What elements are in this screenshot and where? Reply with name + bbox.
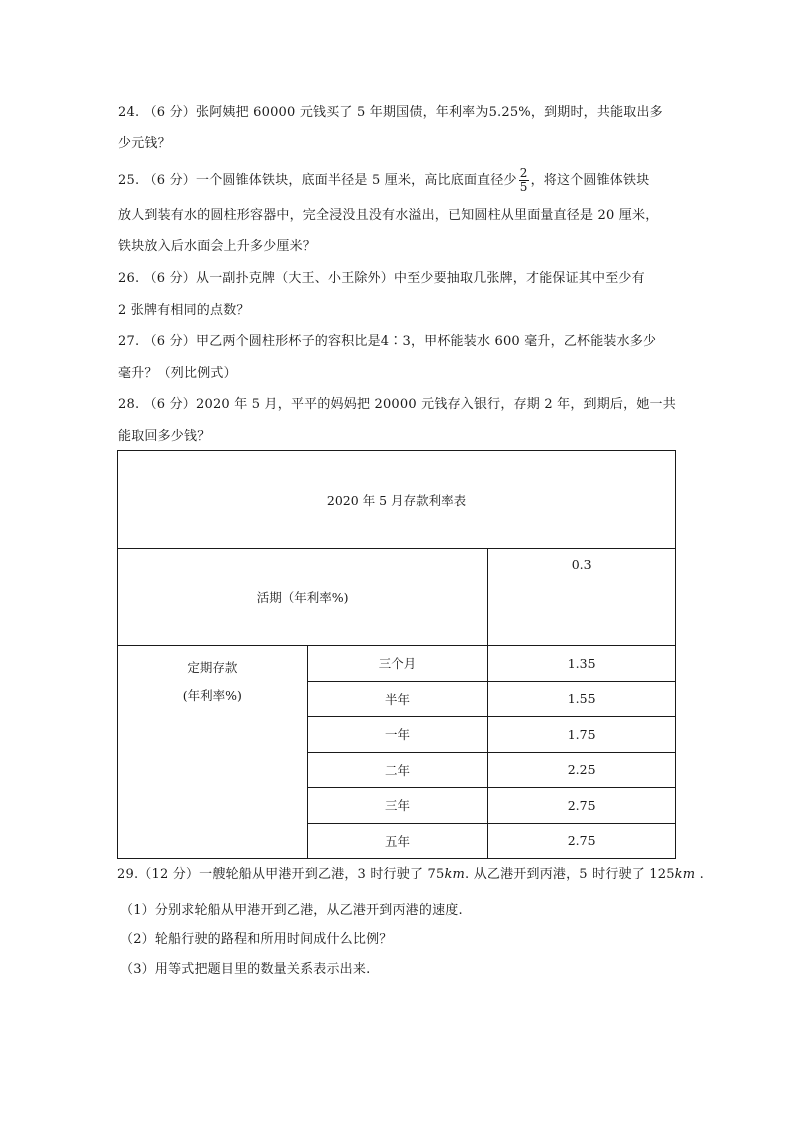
- term-cell: 五年: [307, 823, 488, 859]
- table-title-row: [118, 451, 676, 549]
- table-title: 2020 年 5 月存款利率表: [118, 451, 676, 549]
- question-28-line-2: 能取回多少钱？: [118, 429, 211, 444]
- unit-km: km: [444, 867, 466, 882]
- table-row-demand: [118, 549, 676, 646]
- question-25-line-2: 放人到装有水的圆柱形容器中，完全浸没且没有水溢出，已知圆柱从里面量直径是 20 厘米，: [118, 208, 659, 223]
- question-25-line-1: [118, 167, 649, 194]
- question-25-text-pre: 25. （6 分）一个圆锥体铁块，底面半径是 5 厘米，高比底面直径少: [118, 173, 517, 188]
- fraction-numerator: 2: [519, 166, 528, 180]
- question-26-line-2: 2 张牌有相同的点数？: [118, 303, 250, 318]
- fixed-deposit-label-line-2: (年利率%): [182, 688, 242, 703]
- question-24-line-2: 少元钱？: [118, 136, 171, 151]
- fixed-deposit-label: [118, 646, 308, 859]
- fraction-two-fifths: [519, 167, 529, 194]
- question-25-line-3: 铁块放入后水面会上升多少厘米？: [118, 239, 317, 254]
- question-29-text-b: . 从乙港开到丙港，5 时行驶了 125: [465, 867, 675, 882]
- term-cell: 三个月: [307, 646, 488, 682]
- demand-deposit-rate: 0.3: [488, 549, 676, 646]
- question-29-sub-2: （2）轮船行驶的路程和所用时间成什么比例？: [120, 932, 393, 947]
- question-29-sub-3: （3）用等式把题目里的数量关系表示出来.: [120, 962, 371, 977]
- rate-cell: 1.75: [488, 717, 676, 753]
- table-row: [118, 646, 676, 682]
- fraction-denominator: 5: [519, 180, 528, 194]
- term-cell: 一年: [307, 717, 488, 753]
- question-29-text-c: .: [695, 867, 704, 882]
- question-29-line-1: [117, 866, 704, 884]
- question-27-line-1: 27. （6 分）甲乙两个圆柱形杯子的容积比是4∶3，甲杯能装水 600 毫升，乙杯能装水多少: [118, 334, 657, 349]
- interest-rate-table: [117, 450, 676, 859]
- question-29-text-a: 29.（12 分）一艘轮船从甲港开到乙港，3 时行驶了 75: [117, 867, 445, 882]
- rate-cell: 2.25: [488, 752, 676, 788]
- question-28-line-1: 28. （6 分）2020 年 5 月，平平的妈妈把 20000 元钱存入银行，存期 2 年，到期后，她一共: [118, 397, 676, 412]
- term-cell: 二年: [307, 752, 488, 788]
- term-cell: 三年: [307, 788, 488, 824]
- rate-cell: 1.55: [488, 681, 676, 717]
- rate-cell: 1.35: [488, 646, 676, 682]
- term-cell: 半年: [307, 681, 488, 717]
- fixed-deposit-label-line-1: 定期存款: [187, 660, 238, 675]
- demand-deposit-label: 活期（年利率%): [118, 549, 488, 646]
- unit-km: km: [674, 867, 696, 882]
- question-24-line-1: 24. （6 分）张阿姨把 60000 元钱买了 5 年期国债，年利率为5.25%，到期时，共能取出多: [118, 105, 663, 120]
- rate-cell: 2.75: [488, 788, 676, 824]
- question-25-text-post: ，将这个圆锥体铁块: [530, 173, 650, 188]
- rate-cell: 2.75: [488, 823, 676, 859]
- question-29-sub-1: （1）分别求轮船从甲港开到乙港，从乙港开到丙港的速度.: [120, 903, 463, 918]
- question-27-line-2: 毫升？（列比例式）: [118, 366, 237, 381]
- question-26-line-1: 26. （6 分）从一副扑克牌（大王、小王除外）中至少要抽取几张牌，才能保证其中至少有: [118, 271, 645, 286]
